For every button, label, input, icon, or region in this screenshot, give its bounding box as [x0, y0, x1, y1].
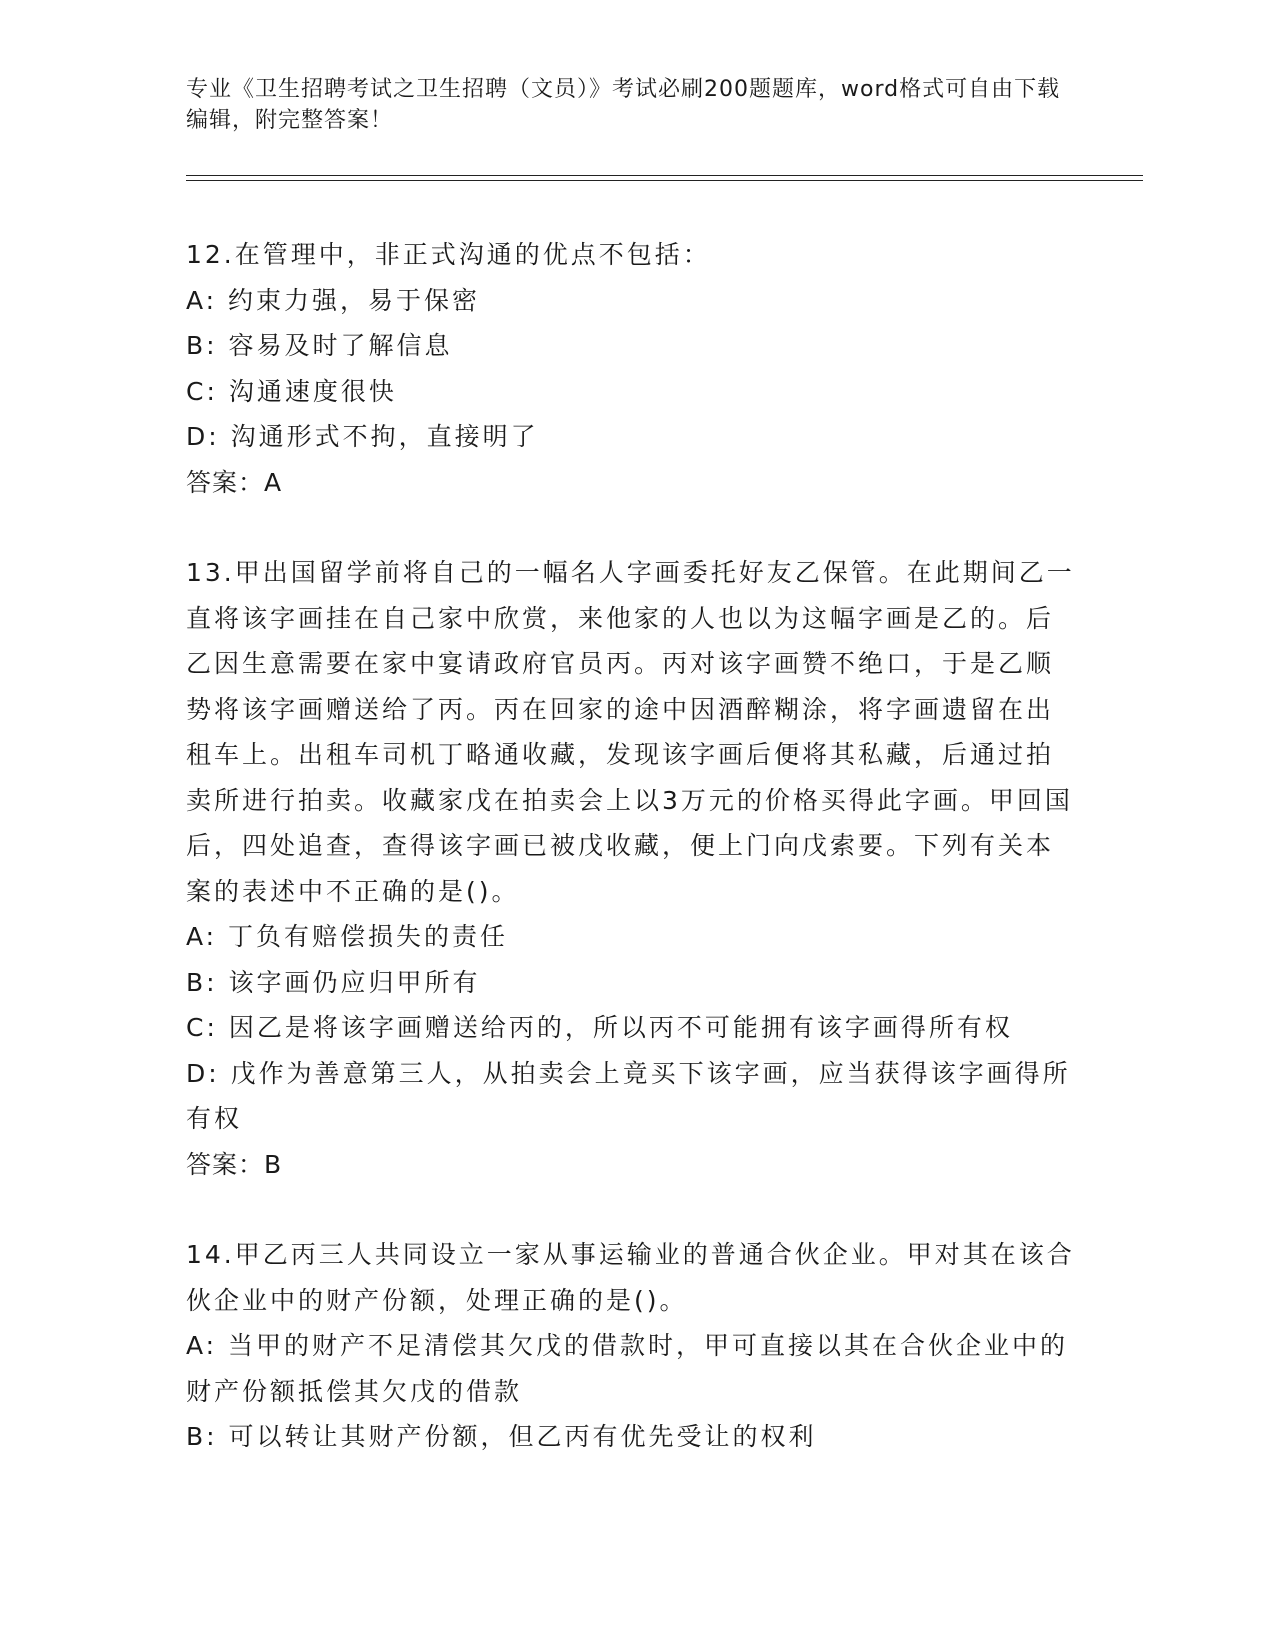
answer: 答案：B: [186, 1149, 283, 1179]
option-b: B: 容易及时了解信息: [186, 331, 453, 360]
header-rule-top: [186, 175, 1143, 176]
option-a: A: 丁负有赔偿损失的责任: [186, 922, 509, 951]
option-d: D: 沟通形式不拘，直接明了: [186, 422, 539, 451]
document-header: 专业《卫生招聘考试之卫生招聘（文员）》考试必刷200题题库，word格式可自由下载编辑，附完整答案！: [186, 77, 1061, 133]
question-14: [186, 1232, 1076, 1460]
answer: 答案：A: [186, 467, 283, 497]
question-list: [186, 232, 1076, 1460]
header-rule-bottom: [186, 180, 1143, 181]
option-b: B: 可以转让其财产份额，但乙丙有优先受让的权利: [186, 1422, 817, 1451]
question-12: [186, 232, 1076, 505]
question-13: [186, 550, 1076, 1187]
question-stem: 13.甲出国留学前将自己的一幅名人字画委托好友乙保管。在此期间乙一直将该字画挂在自己家中欣赏，来他家的人也以为这幅字画是乙的。后乙因生意需要在家中宴请政府官员丙。丙对该字画赞不绝口，于是乙顺势将该字画赠送给了丙。丙在回家的途中因酒醉糊涂，将字画遗留在出租车上。出租车司机丁略通收藏，发现该字画后便将其私藏，后通过拍卖所进行拍卖。收藏家戊在拍卖会上以3万元的价格买得此字画。甲回国后，四处追查，查得该字画已被戊收藏，便上门向戊索要。下列有关本案的表述中不正确的是()。: [186, 558, 1075, 906]
option-b: B: 该字画仍应归甲所有: [186, 967, 481, 997]
question-stem: 12.在管理中，非正式沟通的优点不包括：: [186, 240, 711, 269]
option-a: A: 当甲的财产不足清偿其欠戊的借款时，甲可直接以其在合伙企业中的财产份额抵偿其欠戊的借款: [186, 1331, 1069, 1406]
option-d: D: 戊作为善意第三人，从拍卖会上竟买下该字画，应当获得该字画得所有权: [186, 1058, 1071, 1133]
option-a: A: 约束力强，易于保密: [186, 285, 481, 315]
option-c: C: 因乙是将该字画赠送给丙的，所以丙不可能拥有该字画得所有权: [186, 1013, 1013, 1042]
option-c: C: 沟通速度很快: [186, 376, 397, 406]
question-stem: 14.甲乙丙三人共同设立一家从事运输业的普通合伙企业。甲对其在该合伙企业中的财产份额，处理正确的是()。: [186, 1240, 1075, 1315]
